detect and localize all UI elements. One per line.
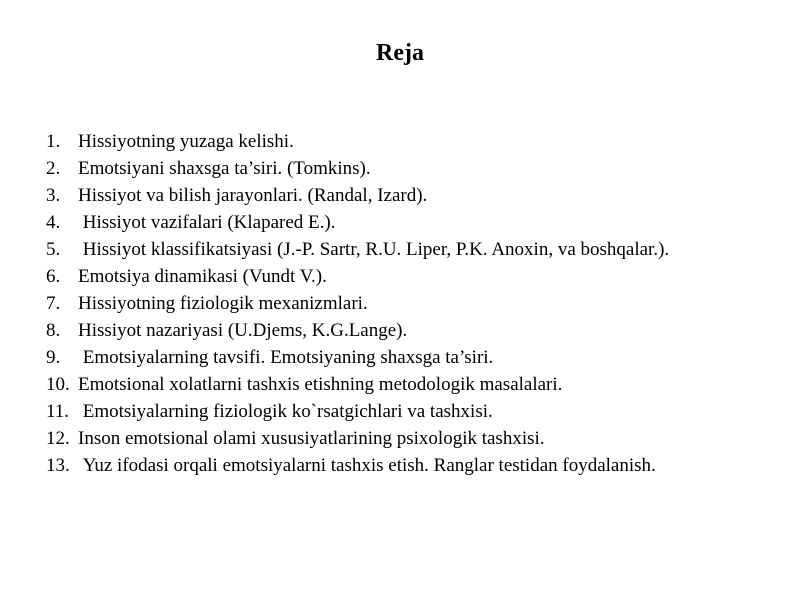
list-item-number: 8. <box>46 320 61 341</box>
list-item-number: 6. <box>46 266 61 287</box>
list-item <box>46 456 696 475</box>
list-item <box>46 375 696 394</box>
list-item-text: Hissiyot nazariyasi (U.Djems, K.G.Lange). <box>78 320 408 341</box>
list-item-number: 10. <box>46 374 70 395</box>
list-item-text: Emotsiyalarning fiziologik ko`rsatgichlari va tashxisi. <box>78 401 493 422</box>
list-item <box>46 186 696 205</box>
list-item-text: Yuz ifodasi orqali emotsiyalarni tashxis etish. Ranglar testidan foydalanish. <box>78 455 656 476</box>
list-item <box>46 132 696 151</box>
list-item <box>46 240 696 259</box>
plan-list <box>46 132 696 483</box>
list-item-text: Hissiyotning fiziologik mexanizmlari. <box>78 293 368 314</box>
list-item-number: 5. <box>46 239 61 260</box>
list-item <box>46 429 696 448</box>
list-item-number: 11. <box>46 401 70 422</box>
list-item <box>46 267 696 286</box>
list-item <box>46 321 696 340</box>
page-title: Reja <box>376 40 424 66</box>
list-item <box>46 348 696 367</box>
list-item-text: Emotsiya dinamikasi (Vundt V.). <box>78 266 327 287</box>
list-item-number: 4. <box>46 212 61 233</box>
list-item-text: Inson emotsional olami xususiyatlarining psixologik tashxisi. <box>78 428 545 449</box>
list-item-number: 1. <box>46 131 61 152</box>
list-item-number: 2. <box>46 158 61 179</box>
list-item-number: 3. <box>46 185 61 206</box>
list-item <box>46 402 696 421</box>
list-item <box>46 159 696 178</box>
list-item <box>46 294 696 313</box>
list-item-text: Hissiyot va bilish jarayonlari. (Randal, Izard). <box>78 185 428 206</box>
list-item-number: 9. <box>46 347 61 368</box>
list-item-text: Hissiyot vazifalari (Klapared E.). <box>78 212 336 233</box>
list-item-number: 7. <box>46 293 61 314</box>
list-item-text: Hissiyotning yuzaga kelishi. <box>78 131 294 152</box>
list-item-text: Emotsiyani shaxsga ta’siri. (Tomkins). <box>78 158 371 179</box>
list-item-text: Emotsiyalarning tavsifi. Emotsiyaning shaxsga ta’siri. <box>78 347 494 368</box>
list-item-text: Emotsional xolatlarni tashxis etishning metodologik masalalari. <box>78 374 563 395</box>
list-item-number: 13. <box>46 455 70 476</box>
list-item <box>46 213 696 232</box>
list-item-text: Hissiyot klassifikatsiyasi (J.-P. Sartr, R.U. Liper, P.K. Anoxin, va boshqalar.). <box>78 239 670 260</box>
list-item-number: 12. <box>46 428 70 449</box>
